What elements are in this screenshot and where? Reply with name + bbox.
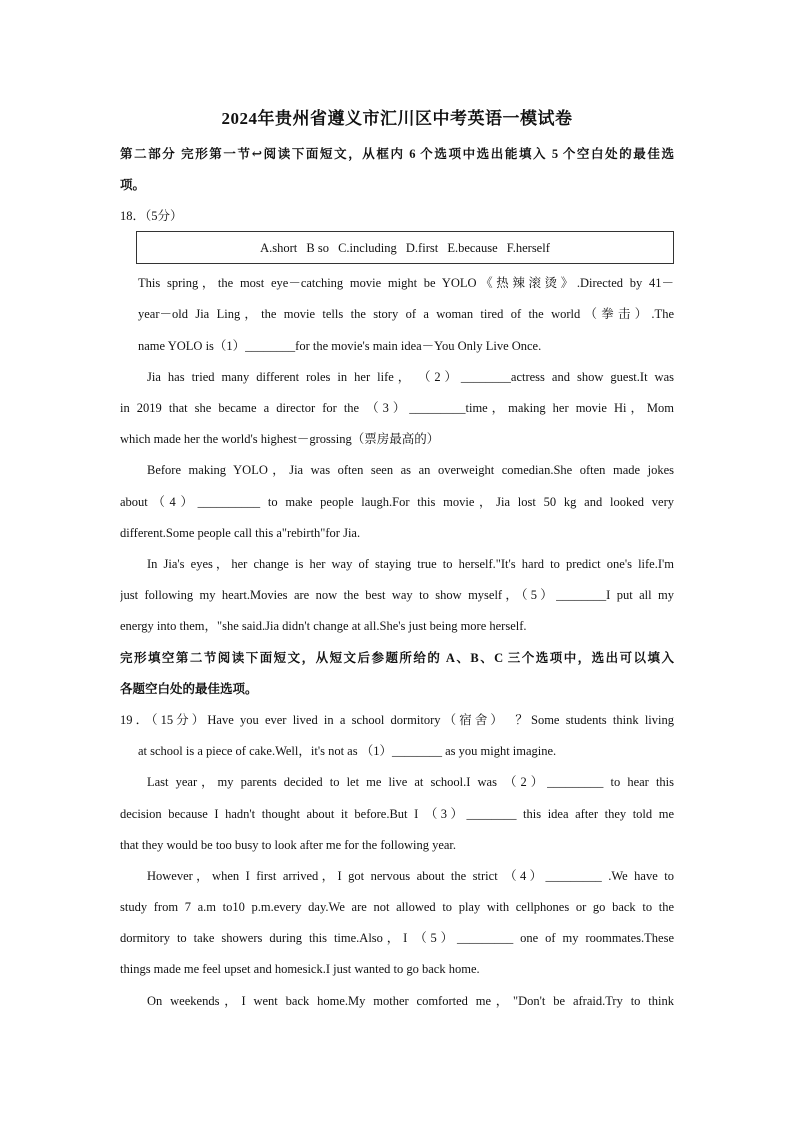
passage-line: dormitory to take showers during this time.Also，I （5）_________ one of my roommates.These (120, 931, 674, 945)
passage-line: which made her the world's highest－grossing（票房最高的） (120, 432, 440, 446)
page-title: 2024年贵州省遵义市汇川区中考英语一模试卷 (221, 109, 573, 128)
passage-line: about（4）__________ to make people laugh.For this movie，Jia lost 50 kg and looked very (120, 495, 674, 509)
passage-line: Jia has tried many different roles in her life， （2）________actress and show guest.It was (147, 370, 674, 384)
question-19-line: 19．（15分）Have you ever lived in a school dormitory（宿舍） ？Some students think living (120, 713, 674, 727)
option-c: C.including (338, 241, 397, 255)
passage-line: decision because I hadn't thought about it before.But I （3）________ this idea after they told me (120, 807, 674, 821)
section-header-line: 各题空白处的最佳选项。 (120, 682, 258, 696)
section-header-line: 完形填空第二节阅读下面短文，从短文后参题所给的 A、B、C 三个选项中，选出可以填入 (120, 651, 674, 665)
option-e: E.because (447, 241, 498, 255)
passage-line: energy into them，"she said.Jia didn't change at all.She's just being more herself. (120, 619, 527, 633)
passage-line: This spring，the most eye－catching movie might be YOLO《热辣滚烫》.Directed by 41－ (138, 276, 674, 290)
passage-line: things made me feel upset and homesick.I just wanted to go back home. (120, 962, 480, 976)
option-f: F.herself (506, 241, 550, 255)
passage-line: that they would be too busy to look after me for the following year. (120, 838, 457, 852)
options-box (136, 231, 674, 264)
option-d: D.first (405, 241, 439, 255)
section-header-line: 第二部分 完形第一节↩阅读下面短文，从框内 6 个选项中选出能填入 5 个空白处的最佳选 (120, 147, 674, 161)
passage-line: Last year，my parents decided to let me live at school.I was （2）_________ to hear this (147, 775, 674, 789)
passage-line: just following my heart.Movies are now the best way to show myself，（5）________I put all my (120, 588, 674, 602)
question-18-label: 18．（5分） (120, 209, 183, 223)
passage-line: On weekends，I went back home.My mother comforted me，"Don't be afraid.Try to think (147, 994, 674, 1008)
passage-line: year－old Jia Ling，the movie tells the story of a woman tired of the world（拳击）.The (138, 307, 674, 321)
passage-line: Before making YOLO，Jia was often seen as an overweight comedian.She often made jokes (147, 463, 674, 477)
option-a: A.short (260, 241, 298, 255)
passage-line: in 2019 that she became a director for the （3）_________time，making her movie Hi，Mom (120, 401, 674, 415)
passage-line: different.Some people call this a"rebirth"for Jia. (120, 526, 361, 540)
section-header-line: 项。 (120, 178, 146, 192)
passage-line: However，when I first arrived，I got nervous about the strict （4）_________ .We have to (147, 869, 674, 883)
passage-line: study from 7 a.m to10 p.m.every day.We are not allowed to play with cellphones or go back to the (120, 900, 674, 914)
passage-line: In Jia's eyes，her change is her way of staying true to herself."It's hard to predict one's life.I'm (147, 557, 674, 571)
option-b: B so (306, 241, 329, 255)
passage-line: name YOLO is（1）________for the movie's main idea－You Only Live Once. (138, 339, 542, 353)
passage-line: at school is a piece of cake.Well，it's not as （1）________ as you might imagine. (138, 744, 557, 758)
